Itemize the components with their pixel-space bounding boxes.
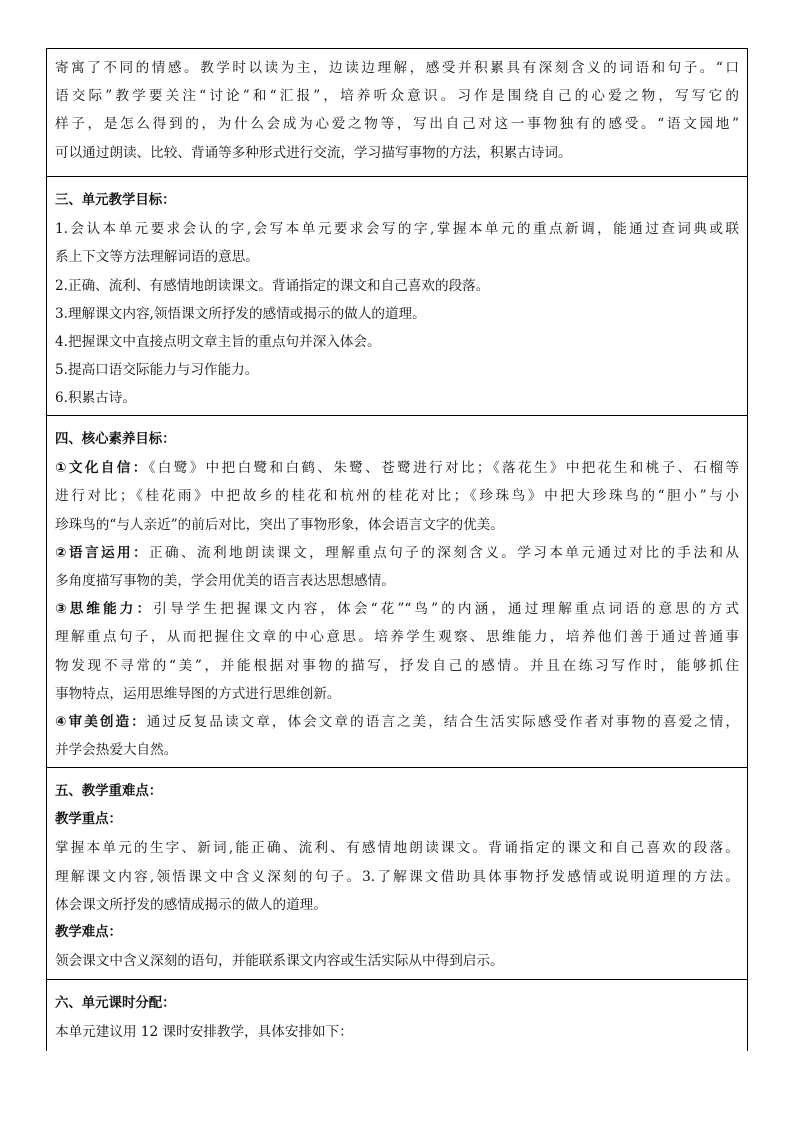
section-heading: 三、单元教学目标： <box>55 193 176 208</box>
section-unit-goals <box>47 177 747 416</box>
text-line: 样子，是怎么得到的，为什么会成为心爱之物等，写出自己对这一事物独有的感受。“语文园地” <box>55 116 739 133</box>
text-line: 理解课文内容,领悟课文中含义深刻的句子。3.了解课文借助具体事物抒发感情或说明道理的方法。 <box>55 868 739 885</box>
literacy-item-culture: ①文化自信：《白鹭》中把白鹭和白鹤、朱鹭、苍鹭进行对比；《落花生》中把花生和桃子、石榴等 <box>55 460 739 477</box>
text-line: 领会课文中含义深刻的语句，并能联系课文内容或生活实际从中得到启示。 <box>55 953 504 970</box>
text-line: 掌握本单元的生字、新词,能正确、流利、有感情地朗读课文。背诵指定的课文和自己喜欢的段落。 <box>55 840 739 857</box>
text-line: 珍珠鸟的“与人亲近”的前后对比，突出了事物形象，体会语言文字的优美。 <box>55 516 504 533</box>
text-line: 并学会热爱大自然。 <box>55 742 178 759</box>
goal-item: 4.把握课文中直接点明文章主旨的重点句并深入体会。 <box>55 334 381 351</box>
section-core-literacy <box>47 416 747 768</box>
lesson-plan-table <box>46 48 748 1051</box>
literacy-item-thinking: ③思维能力：引导学生把握课文内容，体会“花”“鸟”的内涵，通过理解重点词语的意思的方式 <box>55 601 739 618</box>
section-lesson-allocation <box>47 980 747 1051</box>
text-line: 多角度描写事物的美，学会用优美的语言表达思想感情。 <box>55 573 395 590</box>
literacy-item-aesthetic: ④审美创造：通过反复品读文章，体会文章的语言之美，结合生活实际感受作者对事物的喜爱之情， <box>55 714 740 731</box>
text-line: 进行对比；《桂花雨》中把故乡的桂花和杭州的桂花对比；《珍珠鸟》中把大珍珠鸟的“胆小”与小 <box>55 488 739 505</box>
section-key-difficult-points <box>47 768 747 980</box>
goal-item: 3.理解课文内容,领悟课文所抒发的感情或揭示的做人的道理。 <box>55 305 426 322</box>
item-label: ③思维能力： <box>55 601 154 618</box>
section-heading: 四、核心素养目标： <box>55 432 176 447</box>
text-line: 可以通过朗读、比较、背诵等多种形式进行交流，学习描写事物的方法，积累古诗词。 <box>55 144 572 161</box>
text-line: 物发现不寻常的“美”，并能根据对事物的描写，抒发自己的感情。并且在练习写作时，能够抓住 <box>55 657 739 674</box>
text-line: 理解重点句子，从而把握住文章的中心意思。培养学生观察、思维能力，培养他们善于通过普通事 <box>55 629 739 646</box>
item-label: ④审美创造： <box>55 714 147 731</box>
item-label: ②语言运用： <box>55 544 149 561</box>
goal-item: 2.正确、流利、有感情地朗读课文。背诵指定的课文和自己喜欢的段落。 <box>55 277 490 294</box>
difficulties-label: 教学难点： <box>55 925 122 941</box>
section-heading: 五、教学重难点： <box>55 784 163 799</box>
goal-item: 1.会认本单元要求会认的字,会写本单元要求会写的字,掌握本单元的重点新调，能通过查词典或联 <box>55 221 739 238</box>
item-label: ①文化自信： <box>55 460 149 477</box>
goal-item: 6.积累古诗。 <box>55 390 136 407</box>
text-line: 语交际”教学要关注“讨论”和“汇报”，培养听众意识。习作是围绕自己的心爱之物，写写它的 <box>55 88 739 105</box>
goal-item: 系上下文等方法理解词语的意思。 <box>55 249 259 266</box>
section-heading: 六、单元课时分配： <box>55 996 176 1011</box>
text-line: 寄寓了不同的情感。教学时以读为主，边读边理解，感受并积累具有深刻含义的词语和句子。“口 <box>55 60 739 76</box>
text-line: 事物特点，运用思维导图的方式进行思维创新。 <box>55 685 341 702</box>
section-intro-cell <box>47 49 747 177</box>
text-line: 体会课文所抒发的感情成揭示的做人的道理。 <box>55 896 327 913</box>
text-line: 本单元建议用 12 课时安排教学，具体安排如下： <box>55 1024 353 1041</box>
literacy-item-language: ②语言运用：正确、流利地朗读课文，理解重点句子的深刻含义。学习本单元通过对比的手法和从 <box>55 544 740 561</box>
key-points-label: 教学重点： <box>55 812 122 828</box>
goal-item: 5.提高口语交际能力与习作能力。 <box>55 362 259 379</box>
